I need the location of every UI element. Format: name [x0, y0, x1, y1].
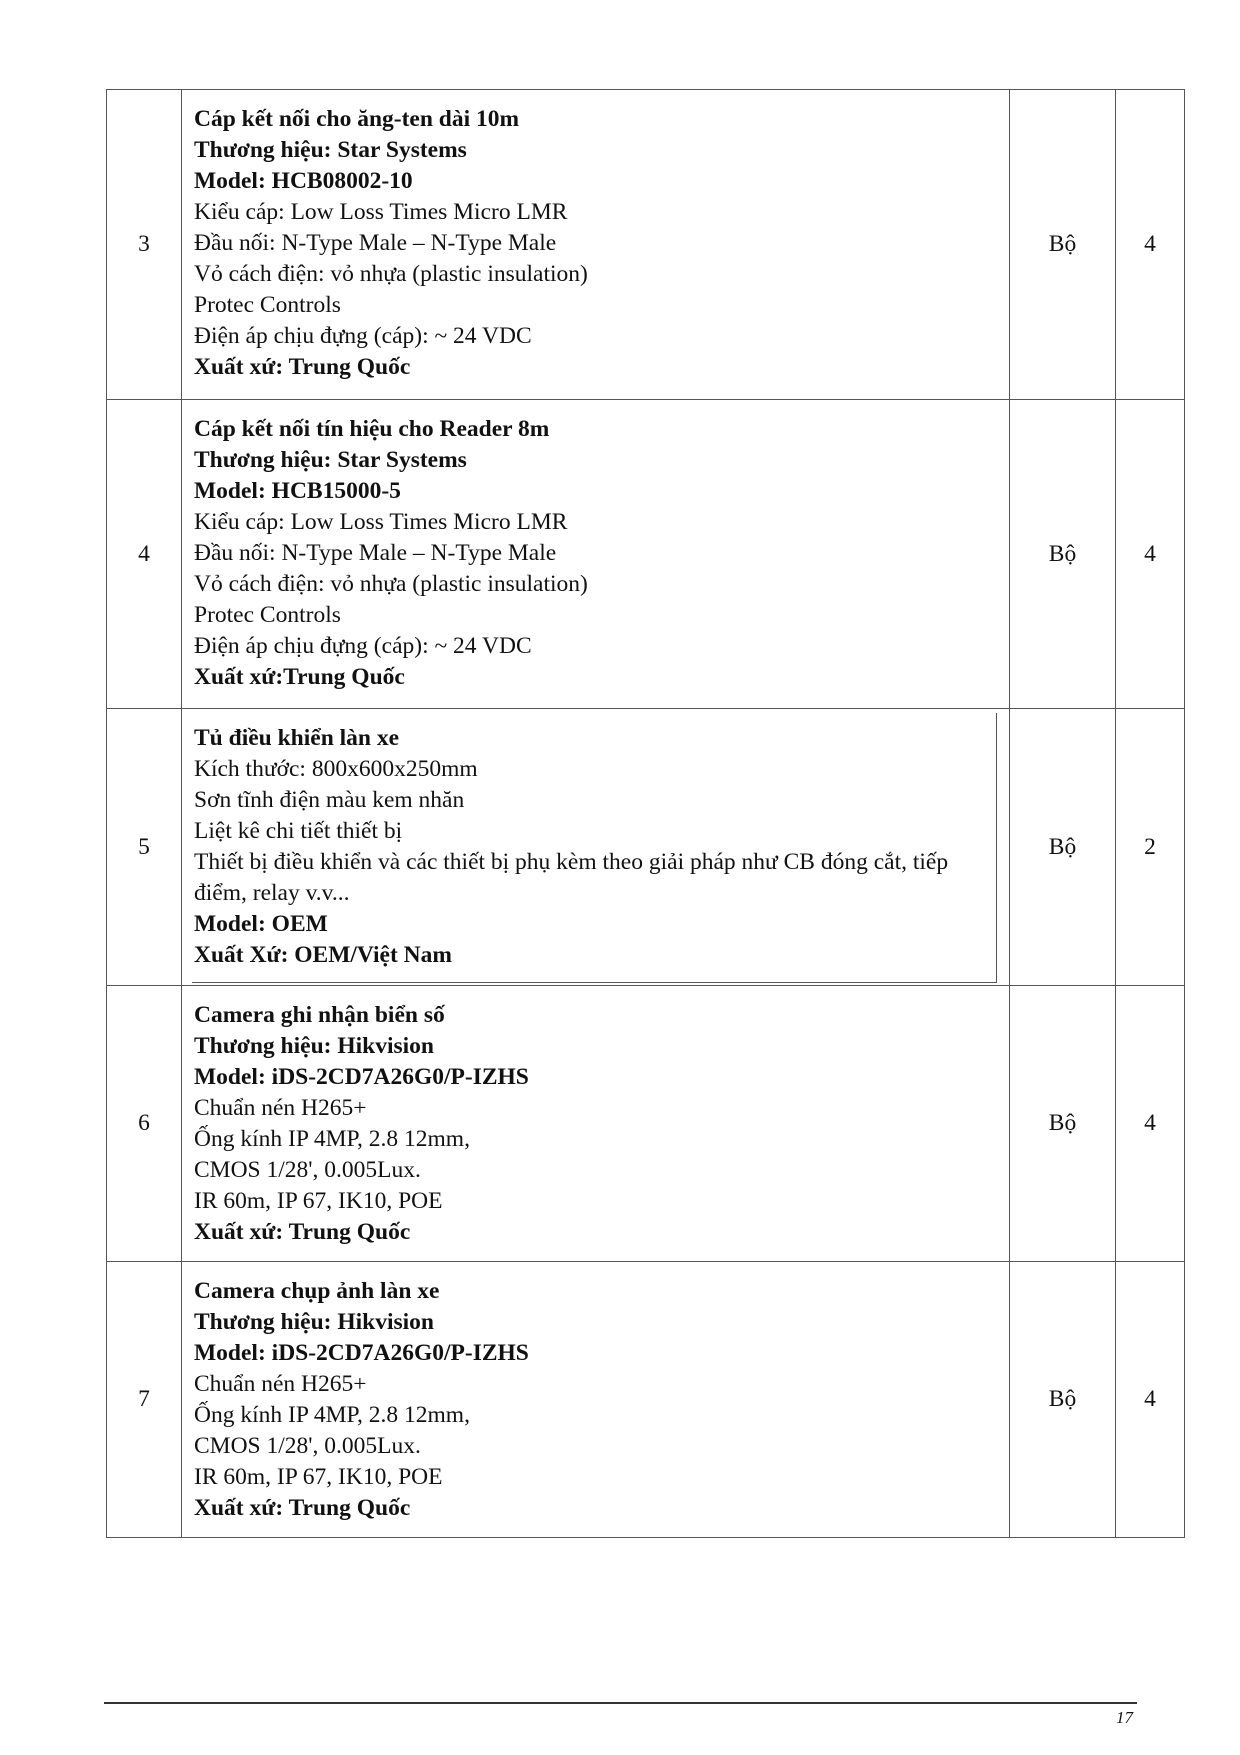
item-unit: Bộ — [1010, 709, 1116, 986]
description-line: Sơn tĩnh điện màu kem nhăn — [194, 787, 465, 813]
description-line: Thương hiệu: Hikvision — [194, 1309, 435, 1335]
description-line: Xuất xứ: Trung Quốc — [194, 1219, 411, 1245]
item-number: 5 — [107, 709, 182, 986]
item-number: 6 — [107, 986, 182, 1262]
description-line: Kiểu cáp: Low Loss Times Micro LMR — [194, 509, 568, 535]
description-line: Đầu nối: N-Type Male – N-Type Male — [194, 540, 557, 566]
item-unit: Bộ — [1010, 1262, 1116, 1538]
description-line: Chuẩn nén H265+ — [194, 1371, 367, 1397]
description-line: Cáp kết nối tín hiệu cho Reader 8m — [194, 416, 550, 442]
description-line: Model: HCB08002-10 — [194, 168, 413, 194]
description-line: Model: iDS-2CD7A26G0/P-IZHS — [194, 1340, 529, 1366]
description-line: Model: HCB15000-5 — [194, 478, 401, 504]
item-unit: Bộ — [1010, 400, 1116, 709]
description-line: Điện áp chịu đựng (cáp): ~ 24 VDC — [194, 633, 532, 659]
item-quantity: 4 — [1116, 400, 1185, 709]
description-line: CMOS 1/28', 0.005Lux. — [194, 1157, 421, 1183]
table-row — [107, 90, 1185, 400]
item-unit: Bộ — [1010, 986, 1116, 1262]
description-line: Liệt kê chi tiết thiết bị — [194, 818, 403, 844]
description-line: Tủ điều khiển làn xe — [194, 725, 400, 751]
item-unit: Bộ — [1010, 90, 1116, 400]
description-line: Thương hiệu: Hikvision — [194, 1033, 435, 1059]
description-line: Xuất xứ:Trung Quốc — [194, 664, 405, 690]
item-quantity: 4 — [1116, 90, 1185, 400]
description-line: Kích thước: 800x600x250mm — [194, 756, 478, 782]
description-line: Camera chụp ảnh làn xe — [194, 1278, 440, 1304]
description-line: Ống kính IP 4MP, 2.8 12mm, — [194, 1126, 470, 1152]
item-description — [182, 90, 1010, 400]
description-line: Điện áp chịu đựng (cáp): ~ 24 VDC — [194, 323, 532, 349]
equipment-table — [106, 89, 1185, 1538]
description-line: Vỏ cách điện: vỏ nhựa (plastic insulation) — [194, 571, 588, 597]
table-row — [107, 1262, 1185, 1538]
description-line: IR 60m, IP 67, IK10, POE — [194, 1188, 443, 1214]
page-number: 17 — [1116, 1708, 1133, 1727]
item-number: 3 — [107, 90, 182, 400]
item-quantity: 4 — [1116, 1262, 1185, 1538]
item-description — [182, 1262, 1010, 1538]
description-line: Xuất Xứ: OEM/Việt Nam — [194, 942, 452, 968]
description-line: Cáp kết nối cho ăng-ten dài 10m — [194, 106, 520, 132]
description-line: IR 60m, IP 67, IK10, POE — [194, 1464, 443, 1490]
description-line: Thương hiệu: Star Systems — [194, 447, 467, 473]
description-line: Xuất xứ: Trung Quốc — [194, 354, 411, 380]
description-line: CMOS 1/28', 0.005Lux. — [194, 1433, 421, 1459]
description-line: Camera ghi nhận biển số — [194, 1002, 445, 1028]
description-line: Thiết bị điều khiển và các thiết bị phụ kèm theo giải pháp như CB đóng cắt, tiếp điểm, relay v.v... — [194, 849, 949, 906]
item-quantity: 2 — [1116, 709, 1185, 986]
item-quantity: 4 — [1116, 986, 1185, 1262]
description-line: Thương hiệu: Star Systems — [194, 137, 467, 163]
description-line: Model: OEM — [194, 911, 328, 937]
description-line: Protec Controls — [194, 602, 341, 628]
item-description — [182, 986, 1010, 1262]
description-line: Protec Controls — [194, 292, 341, 318]
description-line: Kiểu cáp: Low Loss Times Micro LMR — [194, 199, 568, 225]
table-row — [107, 709, 1185, 986]
item-description — [182, 400, 1010, 709]
item-description — [182, 709, 1010, 986]
table-row — [107, 400, 1185, 709]
item-number: 7 — [107, 1262, 182, 1538]
description-line: Đầu nối: N-Type Male – N-Type Male — [194, 230, 557, 256]
table-row — [107, 986, 1185, 1262]
item-number: 4 — [107, 400, 182, 709]
footer-divider — [104, 1702, 1137, 1704]
description-line: Ống kính IP 4MP, 2.8 12mm, — [194, 1402, 470, 1428]
description-line: Model: iDS-2CD7A26G0/P-IZHS — [194, 1064, 529, 1090]
description-line: Xuất xứ: Trung Quốc — [194, 1495, 411, 1521]
description-line: Vỏ cách điện: vỏ nhựa (plastic insulation) — [194, 261, 588, 287]
description-line: Chuẩn nén H265+ — [194, 1095, 367, 1121]
